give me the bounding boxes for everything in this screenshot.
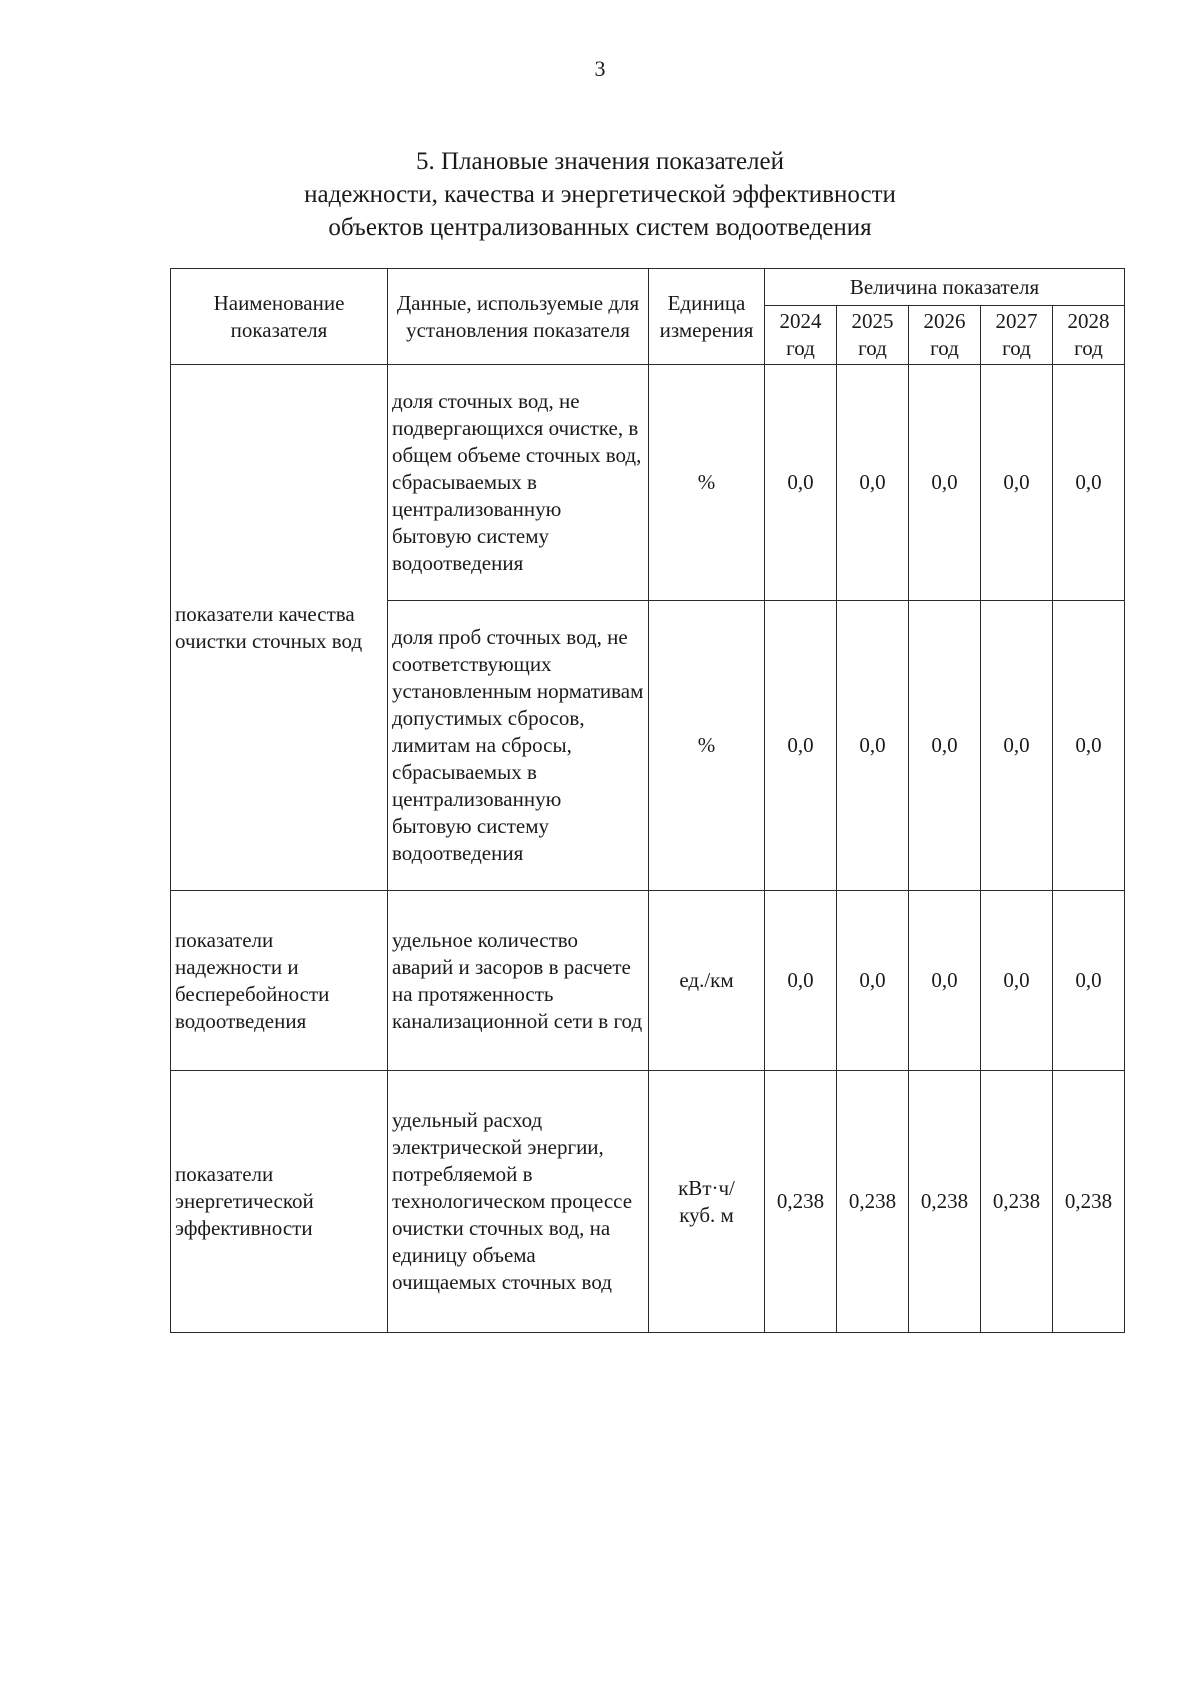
value-2027: 0,238 [981,1071,1053,1333]
value-2025: 0,0 [837,891,909,1071]
unit-line-2: куб. м [679,1202,734,1227]
year-suffix: год [858,336,887,360]
value-2026: 0,0 [909,891,981,1071]
row-unit: % [649,365,765,601]
value-2025: 0,0 [837,601,909,891]
row-data-text: доля проб сточных вод, не соответствующих установленным нормативам допустимых сбросов, лимитам на сбросы, сбрасываемых в централизованную бытовую систему водоотведения [388,601,649,891]
header-unit: Единица измерения [649,269,765,365]
group-name-reliability: показатели надежности и бесперебойности водоотведения [171,891,388,1071]
value-2028: 0,238 [1053,1071,1125,1333]
value-2027: 0,0 [981,601,1053,891]
value-2027: 0,0 [981,891,1053,1071]
indicators-table [170,268,1125,1333]
year-label: 2024 [779,309,822,333]
header-year-2026 [909,306,981,365]
year-suffix: год [1002,336,1031,360]
header-year-2027 [981,306,1053,365]
header-name: Наименование показателя [171,269,388,365]
unit-line-1: кВт·ч/ [678,1175,735,1200]
value-2026: 0,0 [909,365,981,601]
title-line-1: 5. Плановые значения показателей [415,148,785,175]
value-2024: 0,0 [765,601,837,891]
title-line-3: объектов централизованных систем водоотведения [328,214,872,241]
header-year-2025 [837,306,909,365]
value-2028: 0,0 [1053,601,1125,891]
value-2028: 0,0 [1053,891,1125,1071]
row-data-text: доля сточных вод, не подвергающихся очистке, в общем объеме сточных вод, сбрасываемых в централизованную бытовую систему водоотведения [388,365,649,601]
page-number: 3 [594,56,606,81]
header-row [171,269,1125,306]
group-name-energy: показатели энергетической эффективности [171,1071,388,1333]
header-value-group: Величина показателя [765,269,1125,306]
header-year-2024 [765,306,837,365]
table-row [171,891,1125,1071]
row-unit [649,1071,765,1333]
section-title [0,145,1200,244]
value-2028: 0,0 [1053,365,1125,601]
row-unit: % [649,601,765,891]
year-label: 2026 [923,309,966,333]
year-suffix: год [786,336,815,360]
value-2026: 0,238 [909,1071,981,1333]
year-label: 2025 [851,309,894,333]
row-data-text: удельное количество аварий и засоров в расчете на протяженность канализационной сети в год [388,891,649,1071]
year-label: 2027 [995,309,1038,333]
value-2024: 0,0 [765,365,837,601]
value-2025: 0,0 [837,365,909,601]
header-year-2028 [1053,306,1125,365]
value-2024: 0,238 [765,1071,837,1333]
value-2026: 0,0 [909,601,981,891]
value-2027: 0,0 [981,365,1053,601]
value-2025: 0,238 [837,1071,909,1333]
value-2024: 0,0 [765,891,837,1071]
table-row [171,1071,1125,1333]
year-suffix: год [1074,336,1103,360]
table-row [171,365,1125,601]
title-line-2: надежности, качества и энергетической эффективности [304,181,896,208]
row-unit: ед./км [649,891,765,1071]
row-data-text: удельный расход электрической энергии, потребляемой в технологическом процессе очистки сточных вод, на единицу объема очищаемых сточных вод [388,1071,649,1333]
year-label: 2028 [1067,309,1110,333]
group-name-quality: показатели качества очистки сточных вод [171,365,388,891]
header-data: Данные, используемые для установления показателя [388,269,649,365]
year-suffix: год [930,336,959,360]
